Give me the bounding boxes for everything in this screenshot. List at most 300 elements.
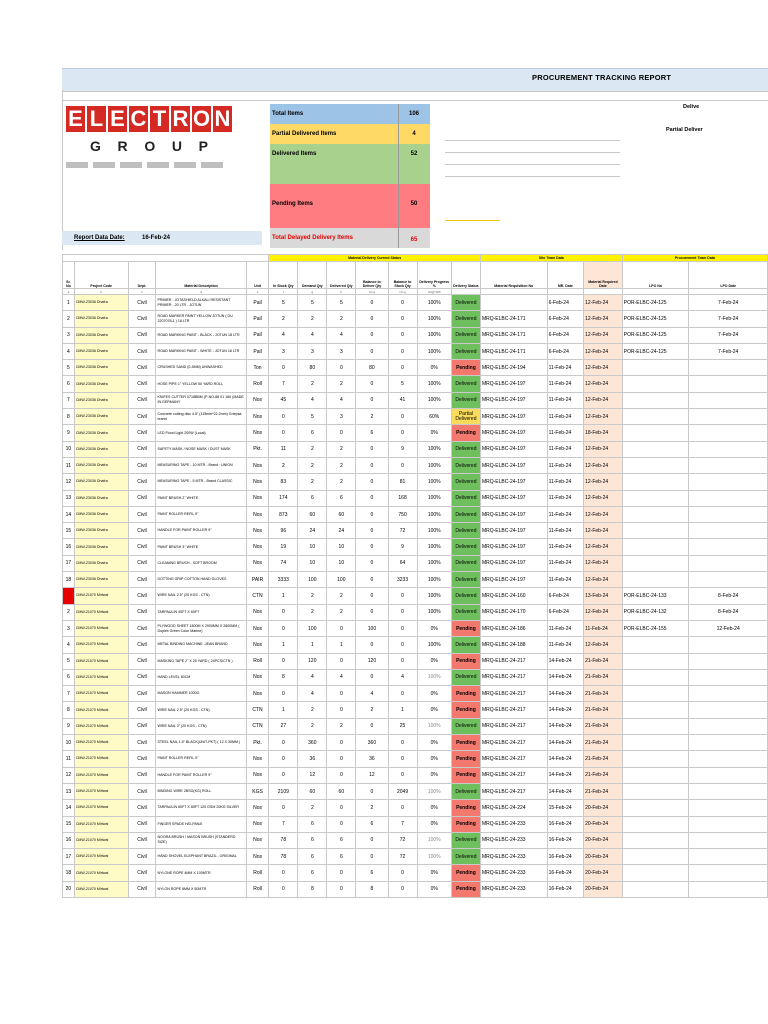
- row-mrn: MRQ-ELBC-24-197: [480, 425, 547, 441]
- row-project-code: CMW-23036 Dhafra: [74, 572, 128, 588]
- row-bal-stock: 0: [388, 295, 417, 311]
- row-status: Delivered: [451, 555, 480, 571]
- row-dept: Civil: [128, 751, 156, 767]
- row-status: Delivered: [451, 718, 480, 734]
- row-project-code: CMW-21070 Mirfwal: [74, 637, 128, 653]
- row-bal-stock: 0: [388, 409, 417, 425]
- row-progress: 0%: [417, 800, 451, 816]
- row-mrn: MRQ-ELBC-24-233: [480, 849, 547, 865]
- row-instock: 0: [269, 865, 298, 881]
- logo-letter: E: [108, 106, 127, 132]
- row-lpo-date: 7-Feb-24: [689, 343, 768, 359]
- row-bal-stock: 0: [388, 588, 417, 604]
- row-unit: CTN: [246, 718, 269, 734]
- table-row: [63, 735, 768, 751]
- row-lpo-date: [689, 702, 768, 718]
- logo-letter: T: [150, 106, 169, 132]
- row-mrn: MRQ-ELBC-24-217: [480, 751, 547, 767]
- row-dept: Civil: [128, 376, 156, 392]
- column-header-status: Delivery Status: [451, 262, 480, 289]
- row-dept: Civil: [128, 506, 156, 522]
- row-instock: 1: [269, 702, 298, 718]
- row-bal-stock: 750: [388, 506, 417, 522]
- table-row: [63, 474, 768, 490]
- row-required-date: 20-Feb-24: [584, 800, 623, 816]
- row-demand: 6: [298, 865, 327, 881]
- row-mr-date: 11-Feb-24: [547, 392, 584, 408]
- row-instock: 0: [269, 881, 298, 897]
- row-delivered: 6: [327, 490, 356, 506]
- row-bal-deliver: 0: [356, 295, 388, 311]
- row-demand: 360: [298, 735, 327, 751]
- row-demand: 2: [298, 311, 327, 327]
- row-mr-date: 14-Feb-24: [547, 669, 584, 685]
- row-bal-deliver: 6: [356, 865, 388, 881]
- row-required-date: 12-Feb-24: [584, 637, 623, 653]
- row-progress: 0%: [417, 767, 451, 783]
- row-project-code: CMW-23036 Dhafra: [74, 441, 128, 457]
- row-lpo-date: [689, 474, 768, 490]
- table-row: [63, 490, 768, 506]
- row-sno: 8: [63, 702, 75, 718]
- row-lpo-date: [689, 555, 768, 571]
- row-delivered: 5: [327, 295, 356, 311]
- column-code: e: [246, 289, 269, 295]
- row-lpo: [622, 523, 689, 539]
- logo-letter: L: [87, 106, 106, 132]
- row-project-code: CMW-23036 Dhafra: [74, 295, 128, 311]
- row-mrn: MRQ-ELBC-24-217: [480, 783, 547, 799]
- row-sno: 12: [63, 474, 75, 490]
- table-row: [63, 849, 768, 865]
- row-mr-date: 16-Feb-24: [547, 816, 584, 832]
- row-bal-stock: 0: [388, 343, 417, 359]
- column-code: a: [63, 289, 75, 295]
- row-unit: Nos: [246, 392, 269, 408]
- row-demand: 2: [298, 588, 327, 604]
- row-progress: 100%: [417, 832, 451, 848]
- row-demand: 6: [298, 425, 327, 441]
- row-lpo-date: [689, 392, 768, 408]
- row-mrn: MRQ-ELBC-24-194: [480, 360, 547, 376]
- partner-logos-strip: [66, 162, 236, 168]
- column-code: f: [269, 289, 298, 295]
- row-dept: Civil: [128, 523, 156, 539]
- row-required-date: 21-Feb-24: [584, 783, 623, 799]
- row-unit: Nos: [246, 604, 269, 620]
- row-delivered: 2: [327, 604, 356, 620]
- row-bal-deliver: 36: [356, 751, 388, 767]
- row-project-code: CMW-23036 Dhafra: [74, 555, 128, 571]
- row-bal-deliver: 2: [356, 800, 388, 816]
- row-progress: 100%: [417, 506, 451, 522]
- column-header-instock: In Stock Qty: [269, 262, 298, 289]
- row-lpo-date: [689, 669, 768, 685]
- row-unit: Roll: [246, 653, 269, 669]
- row-bal-stock: 3233: [388, 572, 417, 588]
- row-bal-deliver: 0: [356, 539, 388, 555]
- row-dept: Civil: [128, 832, 156, 848]
- row-status: Pending: [451, 653, 480, 669]
- row-description: PAINT ROLLER REFIL 9": [156, 506, 246, 522]
- row-bal-deliver: 2: [356, 702, 388, 718]
- column-header-mrn: Material Requisition No: [480, 262, 547, 289]
- row-lpo-date: [689, 816, 768, 832]
- table-row: [63, 881, 768, 897]
- row-instock: 1: [269, 588, 298, 604]
- row-sno: 9: [63, 718, 75, 734]
- row-required-date: 12-Feb-24: [584, 327, 623, 343]
- logo-group-letter: R: [117, 138, 130, 154]
- row-progress: 100%: [417, 539, 451, 555]
- row-demand: 2: [298, 702, 327, 718]
- row-unit: Nos: [246, 751, 269, 767]
- row-delivered: 0: [327, 702, 356, 718]
- column-code: d: [156, 289, 246, 295]
- row-unit: Nos: [246, 539, 269, 555]
- row-project-code: CMW-23036 Dhafra: [74, 327, 128, 343]
- row-mrn: MRQ-ELBC-24-217: [480, 767, 547, 783]
- row-bal-stock: 0: [388, 767, 417, 783]
- row-bal-stock: 41: [388, 392, 417, 408]
- row-dept: Civil: [128, 441, 156, 457]
- row-sno: 17: [63, 555, 75, 571]
- row-instock: 0: [269, 686, 298, 702]
- row-unit: Nos: [246, 457, 269, 473]
- row-required-date: 12-Feb-24: [584, 572, 623, 588]
- table-row: [63, 637, 768, 653]
- row-required-date: 12-Feb-24: [584, 360, 623, 376]
- row-bal-deliver: 0: [356, 441, 388, 457]
- row-unit: Nos: [246, 767, 269, 783]
- row-mrn: MRQ-ELBC-24-188: [480, 637, 547, 653]
- row-delivered: 2: [327, 441, 356, 457]
- row-mr-date: 14-Feb-24: [547, 702, 584, 718]
- table-row: [63, 425, 768, 441]
- row-bal-stock: 4: [388, 669, 417, 685]
- chart-line: [445, 152, 620, 153]
- row-project-code: CMW-21070 Mirfwal: [74, 816, 128, 832]
- row-bal-stock: 0: [388, 865, 417, 881]
- table-row: [63, 392, 768, 408]
- table-row: [63, 523, 768, 539]
- row-required-date: 12-Feb-24: [584, 295, 623, 311]
- row-description: SAFETY MASK / NOSE MASK / DUST MASK: [156, 441, 246, 457]
- row-sno: 18: [63, 572, 75, 588]
- row-unit: Pail: [246, 311, 269, 327]
- row-instock: 2: [269, 457, 298, 473]
- row-project-code: CMW-21070 Mirfwal: [74, 686, 128, 702]
- row-project-code: CMW-21070 Mirfwal: [74, 865, 128, 881]
- row-delivered: 2: [327, 311, 356, 327]
- row-instock: 8: [269, 669, 298, 685]
- row-description: Concrete cutting disc 4.5" (115mm*22.2mm) Griepsa brand: [156, 409, 246, 425]
- row-demand: 6: [298, 832, 327, 848]
- row-mrn: MRQ-ELBC-24-197: [480, 376, 547, 392]
- row-dept: Civil: [128, 735, 156, 751]
- row-description: METAL BINDING MACHINE -JEAN BRAND: [156, 637, 246, 653]
- row-status: Pending: [451, 865, 480, 881]
- logo-letter: N: [214, 106, 231, 131]
- row-mrn: MRQ-ELBC-24-233: [480, 832, 547, 848]
- row-delivered: 10: [327, 539, 356, 555]
- delivered-legend-label: Delive: [683, 104, 700, 110]
- row-mr-date: 14-Feb-24: [547, 686, 584, 702]
- row-project-code: CMW-23036 Dhafra: [74, 425, 128, 441]
- row-description: PAINT BRUSH 3" WHITE: [156, 539, 246, 555]
- row-description: WIRE NAIL 2.5" (20 KGS - CTN): [156, 588, 246, 604]
- row-instock: 7: [269, 376, 298, 392]
- row-mr-date: 6-Feb-24: [547, 295, 584, 311]
- row-progress: 0%: [417, 702, 451, 718]
- row-lpo-date: [689, 523, 768, 539]
- row-status: Delivered: [451, 474, 480, 490]
- row-project-code: CMW-21070 Mirfwal: [74, 849, 128, 865]
- row-project-code: CMW-21070 Mirfwal: [74, 881, 128, 897]
- row-progress: 100%: [417, 523, 451, 539]
- procurement-table: [62, 254, 768, 898]
- partner-logo: [66, 162, 88, 168]
- row-bal-stock: 7: [388, 816, 417, 832]
- row-bal-deliver: 4: [356, 686, 388, 702]
- row-mrn: MRQ-ELBC-24-170: [480, 604, 547, 620]
- row-progress: 0%: [417, 686, 451, 702]
- row-lpo: [622, 572, 689, 588]
- row-dept: Civil: [128, 816, 156, 832]
- row-project-code: CMW-21070 Mirfwal: [74, 653, 128, 669]
- row-mrn: MRQ-ELBC-24-224: [480, 800, 547, 816]
- table-row: [63, 718, 768, 734]
- row-mr-date: 6-Feb-24: [547, 588, 584, 604]
- row-progress: 0%: [417, 653, 451, 669]
- material-status-group: Material Delivery Current Status: [269, 255, 481, 262]
- row-instock: 45: [269, 392, 298, 408]
- row-status: Delivered: [451, 604, 480, 620]
- row-lpo: [622, 702, 689, 718]
- row-bal-deliver: 0: [356, 311, 388, 327]
- row-mrn: MRQ-ELBC-24-233: [480, 865, 547, 881]
- row-bal-stock: 25: [388, 718, 417, 734]
- partial-legend-label: Partial Deliver: [666, 127, 703, 133]
- row-project-code: CMW-23036 Dhafra: [74, 311, 128, 327]
- row-status: Partial Delivered: [451, 409, 480, 425]
- row-mr-date: 11-Feb-24: [547, 441, 584, 457]
- row-bal-stock: 0: [388, 327, 417, 343]
- row-description: PLYWOOD SHEET 1800M X 2900MM X 2800MM ( Duplex Green Color Marine): [156, 620, 246, 636]
- row-bal-stock: 1: [388, 702, 417, 718]
- row-lpo-date: [689, 783, 768, 799]
- row-bal-stock: 0: [388, 425, 417, 441]
- row-unit: Nos: [246, 669, 269, 685]
- row-status: Delivered: [451, 832, 480, 848]
- row-progress: 100%: [417, 311, 451, 327]
- row-instock: 4: [269, 327, 298, 343]
- row-mr-date: 11-Feb-24: [547, 474, 584, 490]
- row-mr-date: 16-Feb-24: [547, 881, 584, 897]
- row-demand: 100: [298, 572, 327, 588]
- row-unit: Nos: [246, 686, 269, 702]
- row-lpo: [622, 555, 689, 571]
- row-required-date: 12-Feb-24: [584, 539, 623, 555]
- row-progress: 60%: [417, 409, 451, 425]
- row-dept: Civil: [128, 555, 156, 571]
- table-row: [63, 653, 768, 669]
- row-demand: 60: [298, 506, 327, 522]
- row-sno: 17: [63, 849, 75, 865]
- row-lpo-date: [689, 539, 768, 555]
- column-header-progress: Delivery Progress %: [417, 262, 451, 289]
- row-description: TARPAULIN 60FT X 80FT 120 GSM 20KG SILVER: [156, 800, 246, 816]
- row-bal-deliver: 0: [356, 637, 388, 653]
- row-description: MEASURING TAPE - 5 MTR - Brand CLASSIC: [156, 474, 246, 490]
- row-delivered: 2: [327, 474, 356, 490]
- row-lpo: POR-ELBC-24-155: [622, 620, 689, 636]
- row-demand: 10: [298, 539, 327, 555]
- row-lpo-date: [689, 360, 768, 376]
- row-status: Delivered: [451, 539, 480, 555]
- row-description: CLEANING BRUSH - SOFT BROOM: [156, 555, 246, 571]
- row-status: Pending: [451, 620, 480, 636]
- row-delivered: 0: [327, 865, 356, 881]
- row-required-date: 21-Feb-24: [584, 653, 623, 669]
- row-bal-stock: 0: [388, 686, 417, 702]
- table-row: [63, 702, 768, 718]
- row-project-code: CMW-21070 Mirfwal: [74, 620, 128, 636]
- table-row: [63, 865, 768, 881]
- row-bal-deliver: 0: [356, 572, 388, 588]
- row-status: Delivered: [451, 849, 480, 865]
- row-required-date: 12-Feb-24: [584, 311, 623, 327]
- row-bal-stock: 0: [388, 800, 417, 816]
- row-delivered: 0: [327, 800, 356, 816]
- row-status: Delivered: [451, 343, 480, 359]
- row-instock: 74: [269, 555, 298, 571]
- row-bal-stock: 9: [388, 441, 417, 457]
- row-delivered: 2: [327, 588, 356, 604]
- row-mr-date: 11-Feb-24: [547, 572, 584, 588]
- row-dept: Civil: [128, 311, 156, 327]
- grid-line: [62, 100, 768, 101]
- row-demand: 2: [298, 457, 327, 473]
- row-sno: 16: [63, 832, 75, 848]
- row-delivered: 0: [327, 653, 356, 669]
- row-status: Delivered: [451, 295, 480, 311]
- table-row: [63, 783, 768, 799]
- row-project-code: CMW-21070 Mirfwal: [74, 735, 128, 751]
- row-status: Delivered: [451, 783, 480, 799]
- row-required-date: 12-Feb-24: [584, 343, 623, 359]
- row-bal-deliver: 0: [356, 490, 388, 506]
- row-bal-deliver: 6: [356, 425, 388, 441]
- row-status: Pending: [451, 881, 480, 897]
- row-instock: 11: [269, 441, 298, 457]
- table-row: [63, 360, 768, 376]
- row-delivered: 10: [327, 555, 356, 571]
- row-instock: 0: [269, 735, 298, 751]
- column-header-sno: Sr. No: [63, 262, 75, 289]
- row-project-code: CMW-23036 Dhafra: [74, 490, 128, 506]
- row-bal-stock: 0: [388, 735, 417, 751]
- column-header-dept: Dept.: [128, 262, 156, 289]
- row-dept: Civil: [128, 490, 156, 506]
- row-bal-stock: 0: [388, 881, 417, 897]
- row-description: MEASURING TAPE - 10 MTR - Brand : UNION: [156, 457, 246, 473]
- row-sno: 1: [63, 295, 75, 311]
- table-row: [63, 539, 768, 555]
- row-project-code: CMW-21070 Mirfwal: [74, 832, 128, 848]
- row-unit: Nos: [246, 474, 269, 490]
- logo-letter: R: [172, 106, 189, 131]
- row-lpo-date: [689, 441, 768, 457]
- row-demand: 4: [298, 392, 327, 408]
- row-sno: 5: [63, 360, 75, 376]
- row-instock: 1: [269, 637, 298, 653]
- row-lpo: POR-ELBC-24-125: [622, 343, 689, 359]
- row-lpo: [622, 735, 689, 751]
- row-demand: 120: [298, 653, 327, 669]
- column-code: (h/g)*100: [417, 289, 451, 295]
- row-mr-date: 16-Feb-24: [547, 849, 584, 865]
- row-delivered: 2: [327, 457, 356, 473]
- row-project-code: CMW-21070 Mirfwal: [74, 588, 128, 604]
- row-status: Delivered: [451, 327, 480, 343]
- row-required-date: 11-Feb-24: [584, 620, 623, 636]
- row-status: Delivered: [451, 392, 480, 408]
- partner-logo: [174, 162, 196, 168]
- row-dept: Civil: [128, 457, 156, 473]
- row-dept: Civil: [128, 474, 156, 490]
- row-description: NOORA BRUSH / MASON BRUSH (STANDERD SIZE): [156, 832, 246, 848]
- row-demand: 2: [298, 604, 327, 620]
- row-unit: Nos: [246, 800, 269, 816]
- row-demand: 4: [298, 686, 327, 702]
- table-row: [63, 376, 768, 392]
- row-sno: 12: [63, 767, 75, 783]
- row-lpo: [622, 783, 689, 799]
- row-sno: 20: [63, 881, 75, 897]
- row-sno: 7: [63, 392, 75, 408]
- row-required-date: 12-Feb-24: [584, 474, 623, 490]
- row-unit: Pail: [246, 295, 269, 311]
- row-progress: 100%: [417, 490, 451, 506]
- row-instock: 0: [269, 767, 298, 783]
- row-dept: Civil: [128, 360, 156, 376]
- row-demand: 12: [298, 767, 327, 783]
- row-mrn: MRQ-ELBC-24-197: [480, 506, 547, 522]
- total-items-value: 106: [408, 111, 419, 117]
- row-sno: 15: [63, 523, 75, 539]
- table-row: [63, 767, 768, 783]
- row-lpo-date: [689, 506, 768, 522]
- row-bal-deliver: 0: [356, 327, 388, 343]
- column-code: f-h-g: [388, 289, 417, 295]
- row-mrn: MRQ-ELBC-24-160: [480, 588, 547, 604]
- row-project-code: CMW-21070 Mirfwal: [74, 783, 128, 799]
- row-project-code: CMW-21070 Mirfwal: [74, 751, 128, 767]
- row-bal-deliver: 8: [356, 881, 388, 897]
- row-progress: 0%: [417, 360, 451, 376]
- row-lpo-date: 8-Feb-24: [689, 604, 768, 620]
- logo-group-letter: G: [90, 138, 103, 154]
- row-sno: 15: [63, 816, 75, 832]
- row-description: DOTTING GRIP COTTON HAND GLOVES: [156, 572, 246, 588]
- row-instock: 873: [269, 506, 298, 522]
- row-lpo-date: [689, 849, 768, 865]
- row-demand: 2: [298, 718, 327, 734]
- row-demand: 100: [298, 620, 327, 636]
- row-lpo: POR-ELBC-24-125: [622, 295, 689, 311]
- row-instock: 7: [269, 816, 298, 832]
